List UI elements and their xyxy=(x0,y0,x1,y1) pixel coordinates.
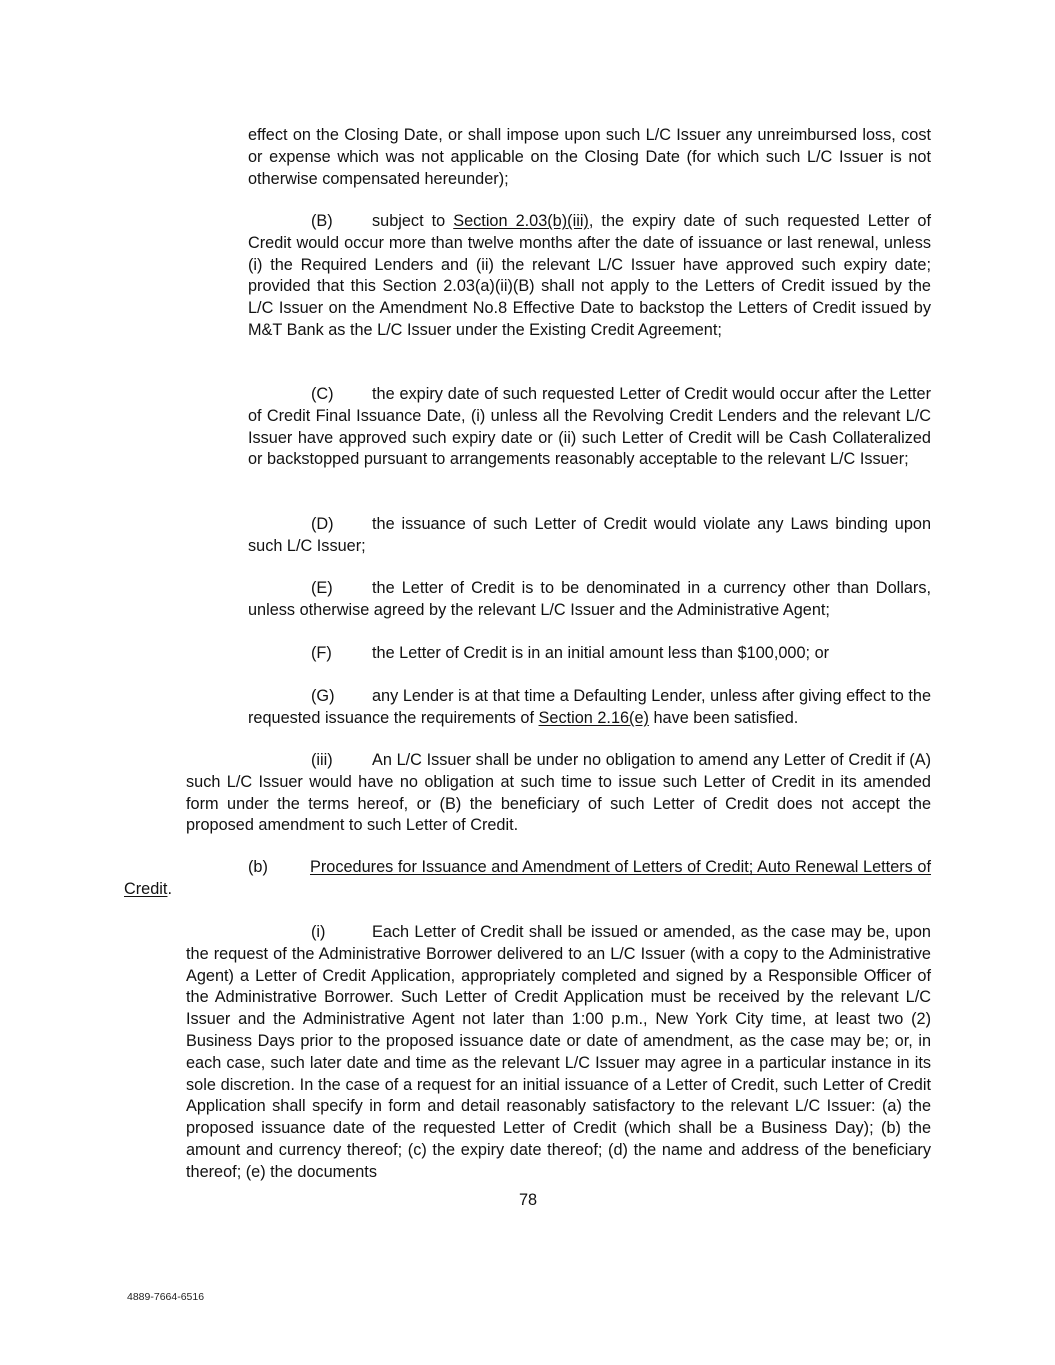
clause-label: (iii) xyxy=(311,751,333,769)
clause-lead-text: subject to xyxy=(372,212,454,230)
page-number: 78 xyxy=(518,1191,538,1209)
clause-text: the issuance of such Letter of Credit would violate any Laws binding upon such L/C Issuer; xyxy=(248,515,931,555)
section-label: (b) xyxy=(248,858,268,876)
clause-text: Each Letter of Credit shall be issued or amended, as the case may be, upon the request of the Administrative Borrower delivered to an L/C Issuer (with a copy to the Administrative Agent) a Letter of Credit Application, appropriately completed and signed by a Responsible Officer of the Administrative Borrower. Such Letter of Credit Application must be received by the relevant L/C Issuer and the Administrative Agent not later than 1:00 p.m., New York City time, at least two (2) Business Days prior to the proposed issuance date or date of amendment, as the case may be; or, in each case, such later date and time as the relevant L/C Issuer may agree in a particular instance in its sole discretion. In the case of a request for an initial issuance of a Letter of Credit, such Letter of Credit Application shall specify in form and detail reasonably satisfactory to the relevant L/C Issuer: (a) the proposed issuance date of the requested Letter of Credit (which shall be a Business Day); (b) the amount and currency thereof; (c) the expiry date thereof; (d) the name and address of the beneficiary thereof; (e) the documents xyxy=(186,923,931,1181)
clause-lead-text: any Lender is at that time a Defaulting Lender, unless after giving effect to the requested issuance the requirements of xyxy=(248,687,931,727)
clause-label: (D) xyxy=(311,515,334,533)
paragraph-clause-f xyxy=(248,643,931,665)
clause-label: (G) xyxy=(311,687,335,705)
section-heading-title: Procedures for Issuance and Amendment of Letters of Credit; Auto Renewal Letters of Credit xyxy=(124,858,931,898)
clause-label: (F) xyxy=(311,644,332,662)
section-heading-b xyxy=(124,857,931,901)
clause-text: , the expiry date of such requested Letter of Credit would occur more than twelve months after the date of issuance or last renewal, unless (i) the Required Lenders and (ii) the relevant L/C Issuer have approved such expiry date; provided that this Section 2.03(a)(ii)(B) shall not apply to the Letters of Credit issued by the L/C Issuer on the Amendment No.8 Effective Date to backstop the Letters of Credit issued by M&T Bank as the L/C Issuer under the Existing Credit Agreement; xyxy=(248,212,931,339)
paragraph-clause-g xyxy=(248,686,931,730)
clause-text: the Letter of Credit is to be denominated in a currency other than Dollars, unless otherwise agreed by the relevant L/C Issuer and the Administrative Agent; xyxy=(248,579,931,619)
section-reference-link: Section 2.03(b)(iii) xyxy=(453,212,589,230)
section-reference-link: Section 2.16(e) xyxy=(538,708,649,727)
paragraph-clause-i xyxy=(186,922,931,1184)
paragraph-clause-b xyxy=(248,211,931,342)
clause-label: (B) xyxy=(311,212,333,230)
paragraph-continuation: effect on the Closing Date, or shall impose upon such L/C Issuer any unreimbursed loss, cost or expense which was not applicable on the Closing Date (for which such L/C Issuer is not otherwise compensated hereunder); xyxy=(248,126,931,188)
clause-text: the Letter of Credit is in an initial amount less than $100,000; or xyxy=(372,644,830,662)
paragraph-clause-iii xyxy=(186,750,931,837)
document-id-footer: 4889-7664-6516 xyxy=(127,1291,205,1303)
clause-text: have been satisfied. xyxy=(648,708,799,727)
paragraph-clause-c xyxy=(248,384,931,471)
clause-label: (C) xyxy=(311,385,334,403)
clause-label: (i) xyxy=(311,923,326,941)
paragraph-clause-e xyxy=(248,578,931,622)
clause-label: (E) xyxy=(311,579,333,597)
clause-text: An L/C Issuer shall be under no obligation to amend any Letter of Credit if (A) such L/C Issuer would have no obligation at such time to issue such Letter of Credit in its amended form under the terms hereof, or (B) the beneficiary of such Letter of Credit does not accept the proposed amendment to such Letter of Credit. xyxy=(186,751,931,835)
paragraph-clause-d xyxy=(248,514,931,558)
clause-text: the expiry date of such requested Letter of Credit would occur after the Letter of Credit Final Issuance Date, (i) unless all the Revolving Credit Lenders and the relevant L/C Issuer have approved such expiry date or (ii) such Letter of Credit will be Cash Collateralized or backstopped pursuant to arrangements reasonably acceptable to the relevant L/C Issuer; xyxy=(248,385,931,469)
section-heading-end: . xyxy=(167,879,172,898)
